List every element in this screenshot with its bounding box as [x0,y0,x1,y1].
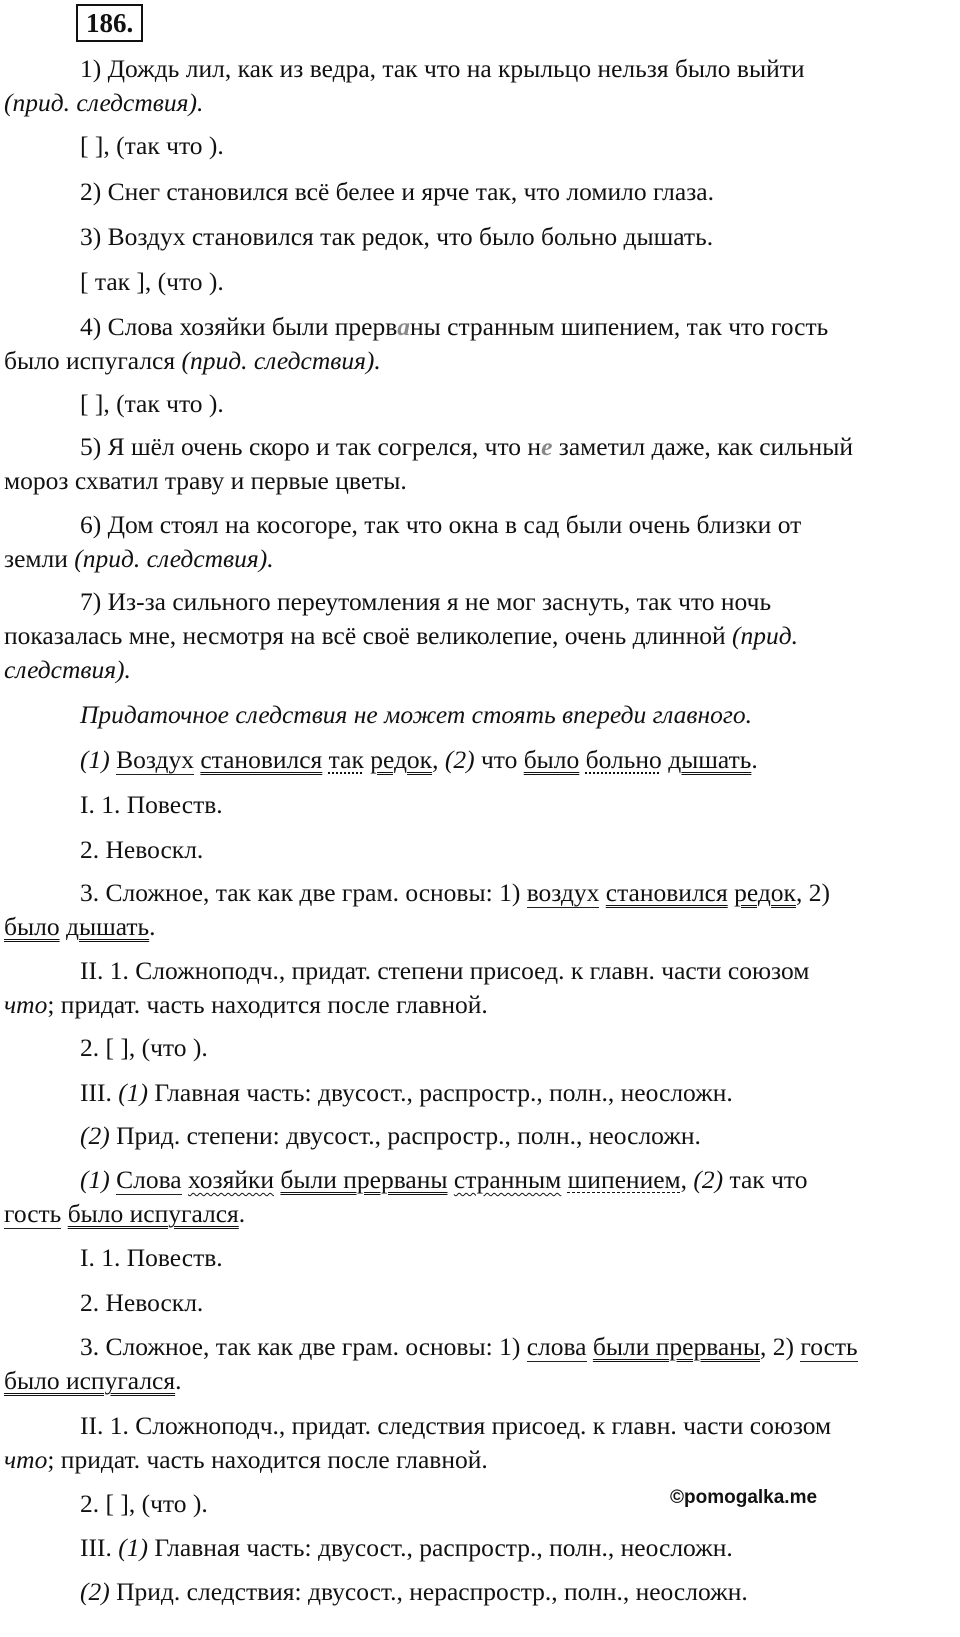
scheme-1: [ ], (так что ). [80,131,224,160]
parse-b-line-6: что; придат. часть находится после главной. [4,1445,488,1474]
parse-b-line-9: (2) Прид. следствия: двусост., нераспростр., полн., неосложн. [80,1577,748,1606]
parse-a-line-1: I. 1. Повеств. [80,790,223,819]
parse-a-line-2: 2. Невоскл. [80,835,204,864]
parse-a-line-8: III. (1) Главная часть: двусост., распростр., полн., неосложн. [80,1078,733,1107]
parse-a-line-5: II. 1. Сложноподч., придат. степени присоед. к главн. части союзом [80,956,810,985]
parse-b-line-3: 3. Сложное, так как две грам. основы: 1) слова были прерваны, 2) гость [80,1332,858,1361]
sentence-4-line-2: было испугался (прид. следствия). [4,346,381,375]
parse-a-line-3: 3. Сложное, так как две грам. основы: 1) воздух становился редок, 2) [80,878,830,907]
sentence-5-line-2: мороз схватил траву и первые цветы. [4,466,407,495]
sentence-1-line-1: 1) Дождь лил, как из ведра, так что на крыльцо нельзя было выйти [80,54,805,83]
parse-b-line-1: I. 1. Повеств. [80,1243,223,1272]
sentence-7-line-2: показалась мне, несмотря на всё своё великолепие, очень длинной (прид. [4,621,799,650]
scheme-4: [ ], (так что ). [80,389,224,418]
sentence-2: 2) Снег становился всё белее и ярче так, что ломило глаза. [80,177,714,206]
parse-a-line-4: было дышать. [4,912,156,941]
parse-b-line-2: 2. Невоскл. [80,1288,204,1317]
parsed-sentence-b-line-2: гость было испугался. [4,1199,246,1228]
sentence-3: 3) Воздух становился так редок, что было больно дышать. [80,222,714,251]
scheme-3: [ так ], (что ). [80,267,224,296]
sentence-6-line-1: 6) Дом стоял на косогоре, так что окна в сад были очень близки от [80,510,802,539]
parse-a-line-9: (2) Прид. степени: двусост., распростр., полн., неосложн. [80,1121,701,1150]
sentence-7-line-1: 7) Из-за сильного переутомления я не мог заснуть, так что ночь [80,587,772,616]
parsed-sentence-b-line-1: (1) Слова хозяйки были прерваны странным шипением, (2) так что [80,1165,808,1194]
rule-note: Придаточное следствия не может стоять впереди главного. [80,700,752,729]
sentence-4-line-1: 4) Слова хозяйки были прерваны странным шипением, так что гость [80,312,829,341]
parse-b-line-5: II. 1. Сложноподч., придат. следствия присоед. к главн. части союзом [80,1411,832,1440]
sentence-7-line-3: следствия). [4,655,131,684]
sentence-6-line-2: земли (прид. следствия). [4,544,274,573]
highlighted-vowel: е [541,432,553,461]
highlighted-vowel: а [397,312,410,341]
parse-b-line-4: было испугался. [4,1366,182,1395]
watermark: ©pomogalka.me [670,1487,818,1508]
exercise-number: 186. [76,4,143,42]
parsed-sentence-a: (1) Воздух становился так редок, (2) что было больно дышать. [80,745,758,774]
parse-a-line-6: что; придат. часть находится после главной. [4,990,488,1019]
parse-b-line-8: III. (1) Главная часть: двусост., распростр., полн., неосложн. [80,1533,733,1562]
parse-a-line-7: 2. [ ], (что ). [80,1033,208,1062]
parse-b-line-7: 2. [ ], (что ). [80,1489,208,1518]
sentence-1-line-2: (прид. следствия). [4,88,204,117]
sentence-5-line-1: 5) Я шёл очень скоро и так согрелся, что не заметил даже, как сильный [80,432,853,461]
